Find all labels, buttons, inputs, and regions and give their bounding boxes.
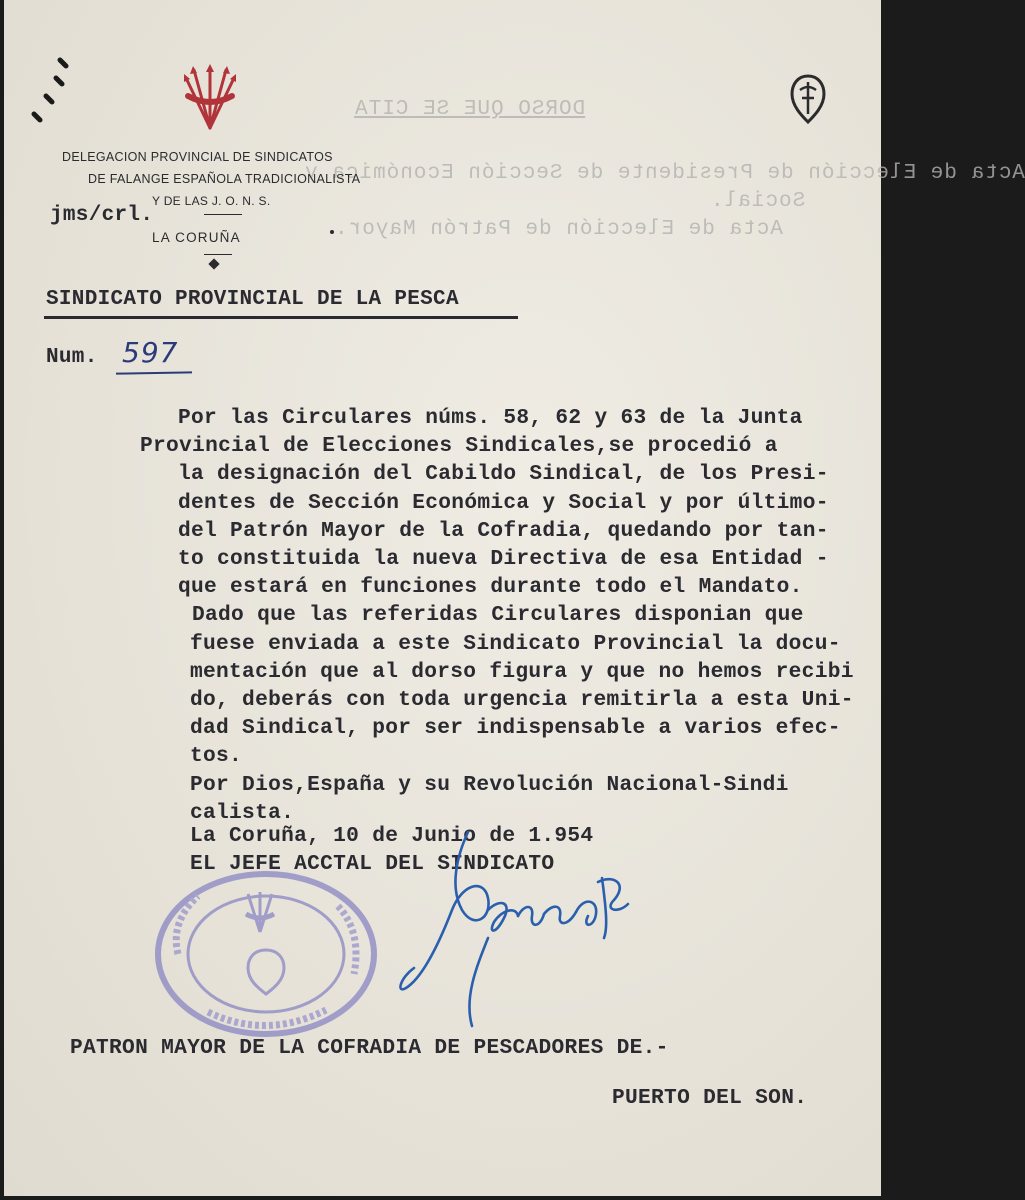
number-label: Num. <box>46 346 98 369</box>
syndicate-title-underline <box>44 316 518 319</box>
syndicate-title: SINDICATO PROVINCIAL DE LA PESCA <box>46 288 459 311</box>
letter-page <box>4 0 1025 1196</box>
body-line-2: Provincial de Elecciones Sindicales,se procedió a <box>140 434 778 459</box>
body-line-6: to constituida la nueva Directiva de esa Entidad - <box>178 547 829 572</box>
letterhead-rule-1 <box>204 214 242 215</box>
letterhead-line-3: Y DE LAS J. O. N. S. <box>152 194 271 208</box>
body-line-11: do, deberás con toda urgencia remitirla a esta Uni- <box>190 688 854 713</box>
letter-body <box>140 404 854 827</box>
bleedthrough-line-1: Acta de Elección de Presidente de Sección Económica y <box>304 162 1025 185</box>
body-line-8: Dado que las referidas Circulares disponian que <box>192 603 804 628</box>
diamond-ornament-icon <box>208 258 219 269</box>
place-date: La Coruña, 10 de Junio de 1.954 <box>190 824 594 848</box>
bleedthrough-line-2: Social. <box>710 190 806 213</box>
body-line-14: Por Dios,España y su Revolución Nacional-Sindi <box>190 772 789 797</box>
number-underline <box>116 371 192 374</box>
letterhead-city: LA CORUÑA <box>152 230 241 245</box>
bleedthrough-heading: DORSO QUE SE CITA <box>354 98 586 121</box>
bleedthrough-line-3: Acta de Elección de Patrón Mayor. <box>334 218 783 241</box>
number-value: 597 <box>122 336 179 369</box>
body-line-4: dentes de Sección Económica y Social y por último- <box>178 490 829 515</box>
stray-dot <box>330 230 334 234</box>
body-line-13: tos. <box>190 744 243 769</box>
letterhead-line-2: DE FALANGE ESPAÑOLA TRADICIONALISTA <box>88 172 361 186</box>
letterhead-line-1: DELEGACION PROVINCIAL DE SINDICATOS <box>62 150 333 164</box>
reference-initials: jms/crl. <box>50 204 154 227</box>
body-line-10: mentación que al dorso figura y que no hemos recibi <box>190 659 854 684</box>
body-line-1: Por las Circulares núms. 58, 62 y 63 de la Junta <box>178 406 803 430</box>
signer-title: EL JEFE ACCTAL DEL SINDICATO <box>190 852 555 876</box>
punch-marks <box>22 56 70 124</box>
body-line-5: del Patrón Mayor de la Cofradia, quedando por tan- <box>178 518 829 543</box>
addressee-line-1: PATRON MAYOR DE LA COFRADIA DE PESCADORES DE.- <box>70 1036 669 1060</box>
body-line-3: la designación del Cabildo Sindical, de los Presi- <box>178 462 829 487</box>
addressee-line-2: PUERTO DEL SON. <box>612 1086 808 1110</box>
body-line-9: fuese enviada a este Sindicato Provincial la docu- <box>190 631 841 656</box>
body-line-15: calista. <box>190 800 295 825</box>
yoke-arrows-emblem-icon <box>182 64 238 130</box>
letterhead-rule-2 <box>204 254 232 255</box>
official-stamp <box>148 862 388 1042</box>
seal-emblem-icon <box>790 74 826 124</box>
body-line-7: que estará en funciones durante todo el Mandato. <box>178 575 803 600</box>
handwritten-signature <box>392 818 642 1048</box>
body-line-12: dad Sindical, por ser indispensable a varios efec- <box>190 716 841 741</box>
